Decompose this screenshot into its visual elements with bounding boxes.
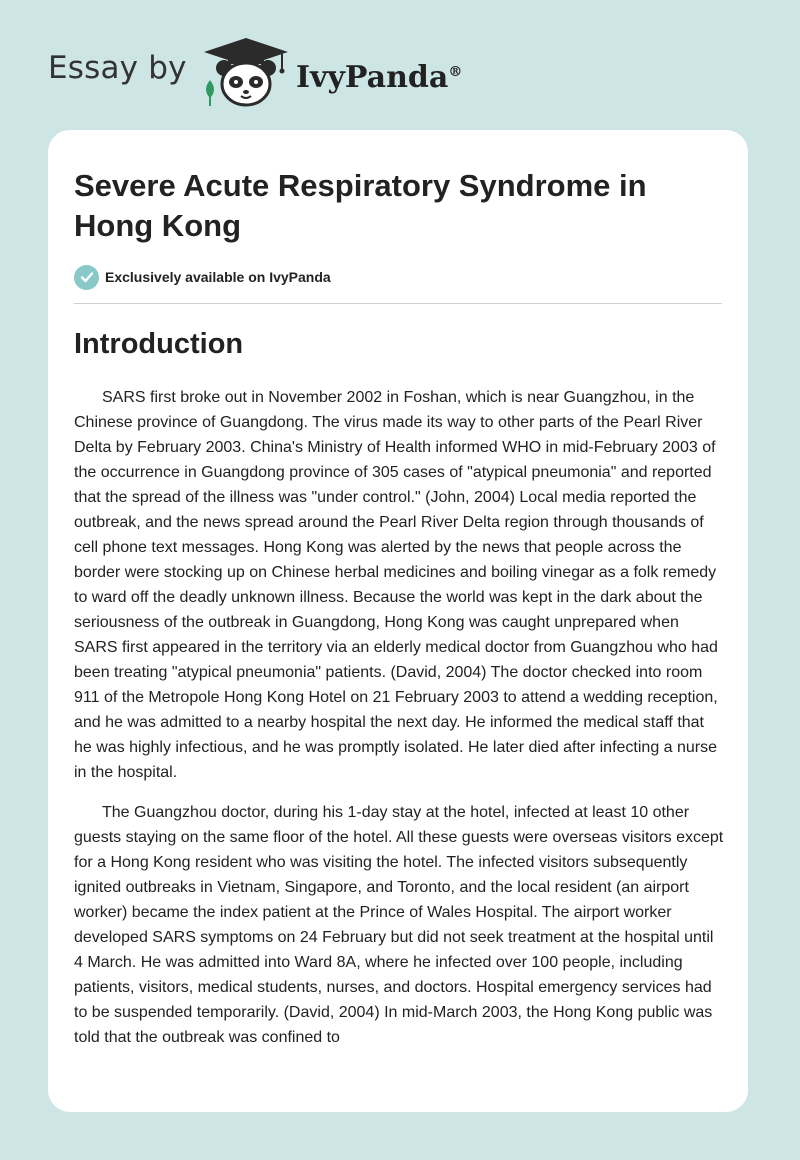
registered-mark: ® [448, 64, 463, 80]
divider [74, 303, 722, 304]
check-icon [74, 265, 99, 290]
panda-logo-icon[interactable] [200, 36, 292, 108]
brand-text: IvyPanda [296, 60, 449, 95]
essay-title: Severe Acute Respiratory Syndrome in Hong Kong [74, 168, 647, 243]
paragraph: SARS first broke out in November 2002 in Foshan, which is near Guangzhou, in the Chinese province of Guangdong. The virus made its way to other parts of the Pearl River Delta by February 2003. China's Ministry of Health informed WHO in mid-February 2003 of the occurrence in Guangdong province of 305 cases of "atypical pneumonia" and reported that the spread of the illness was "under control." (John, 2004) Local media reported the outbreak, and the news spread around the Pearl River Delta region through thousands of cell phone text messages. Hong Kong was alerted by the news that people across the border were stocking up on Chinese herbal medicines and boiling vinegar as a folk remedy to ward off the deadly unknown illness. Because the world was kept in the dark about the seriousness of the outbreak in Guangdong, Hong Kong was caught unprepared when SARS first appeared in the territory via an elderly medical doctor from Guangzhou who had been treating "atypical pneumonia" patients. (David, 2004) The doctor checked into room 911 of the Metropole Hong Kong Hotel on 21 February 2003 to attend a wedding reception, and he was admitted to a nearby hospital the next day. He informed the medical staff that he was highly infectious, and he was promptly isolated. He later died after infecting a nurse in the hospital. [74, 389, 718, 781]
essay-card [48, 130, 748, 1112]
essay-body [74, 385, 724, 1065]
brand-name[interactable] [296, 52, 462, 98]
site-header [0, 0, 800, 130]
section-heading: Introduction [74, 328, 244, 360]
essay-by-label: Essay by [48, 50, 187, 86]
exclusive-badge-text: Exclusively available on IvyPanda [105, 269, 331, 285]
paragraph: The Guangzhou doctor, during his 1-day stay at the hotel, infected at least 10 other guests staying on the same floor of the hotel. All these guests were overseas visitors except for a Hong Kong resident who was visiting the hotel. The infected visitors subsequently ignited outbreaks in Vietnam, Singapore, and Toronto, and the local resident (an airport worker) became the index patient at the Prince of Wales Hospital. The airport worker developed SARS symptoms on 24 February but did not seek treatment at the hospital until 4 March. He was admitted into Ward 8A, where he infected over 100 people, including patients, visitors, medical students, nurses, and doctors. Hospital emergency services had to be suspended temporarily. (David, 2004) In mid-March 2003, the Hong Kong public was told that the outbreak was confined to [74, 804, 724, 1046]
exclusive-badge [74, 264, 331, 290]
